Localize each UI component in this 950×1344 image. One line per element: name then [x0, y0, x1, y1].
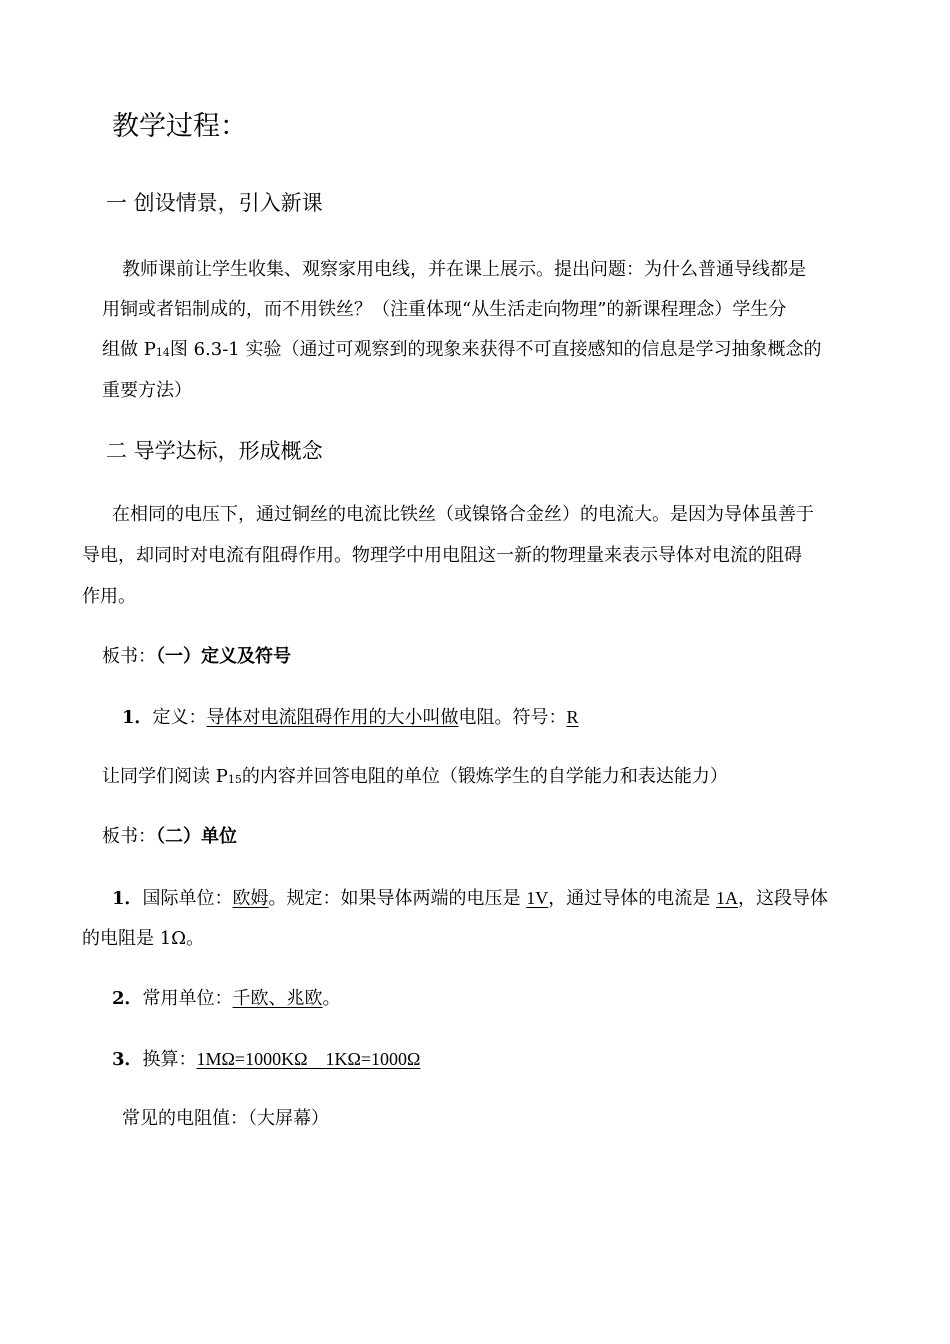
common-values-line: 常见的电阻值：（大屏幕） — [122, 1108, 329, 1129]
text-run: ，这段导体 — [738, 888, 828, 909]
section-heading-2: 二 导学达标，形成概念 — [106, 439, 323, 463]
subscript: 14 — [155, 346, 170, 359]
board-prefix: 板书： — [102, 646, 156, 667]
section-heading-1: 一 创设情景，引入新课 — [106, 191, 323, 215]
paragraph-line: 导电，却同时对电流有阻碍作用。物理学中用电阻这一新的物理量来表示导体对电流的阻碍 — [82, 545, 802, 566]
text-run: 组做 P — [102, 339, 156, 360]
text-run: 让同学们阅读 P — [102, 766, 228, 787]
text-run: 常用单位： — [142, 988, 233, 1009]
common-units: 千欧、兆欧 — [232, 988, 323, 1009]
item-number: 3． — [112, 1049, 143, 1070]
text-run: 。规定：如果导体两端的电压是 — [268, 888, 527, 909]
definition-text: 导体对电流阻碍作用的大小叫做 — [206, 707, 459, 728]
text-run: 电阻。符号： — [458, 707, 567, 728]
paragraph-line: 教师课前让学生收集、观察家用电线，并在课上展示。提出问题：为什么普通导线都是 — [122, 259, 806, 280]
item-number: 2． — [112, 988, 143, 1009]
reading-line — [102, 765, 728, 789]
text-run: 的内容并回答电阻的单位（锻炼学生的自学能力和表达能力） — [241, 766, 728, 787]
text-run: 。 — [322, 988, 341, 1009]
unit-name: 欧姆 — [232, 888, 269, 909]
board-prefix: 板书： — [102, 826, 156, 847]
text-run: ，通过导体的电流是 — [548, 888, 716, 909]
conversion-formula: 1MΩ=1000KΩ 1KΩ=1000Ω — [196, 1049, 421, 1069]
current-value: 1A — [716, 888, 738, 908]
paragraph-line: 用铜或者铝制成的，而不用铁丝？（注重体现“从生活走向物理”的新课程理念）学生分 — [102, 299, 787, 320]
unit-line-1 — [112, 886, 828, 911]
item-number: 1． — [112, 888, 143, 909]
board-label: （一）定义及符号 — [156, 646, 291, 667]
board-note-2 — [102, 825, 237, 849]
paragraph-line: 作用。 — [82, 586, 136, 607]
item-number: 1． — [122, 707, 153, 728]
text-run: 定义： — [152, 707, 207, 728]
symbol-r: R — [566, 707, 579, 727]
unit-line-3 — [112, 1047, 420, 1072]
board-note-1 — [102, 645, 291, 669]
subscript: 15 — [227, 773, 242, 786]
paragraph-line: 在相同的电压下，通过铜丝的电流比铁丝（或镍铬合金丝）的电流大。是因为导体虽善于 — [112, 504, 814, 525]
definition-line — [122, 705, 579, 730]
unit-line-1b: 的电阻是 1Ω。 — [82, 928, 205, 949]
text-run: 换算： — [142, 1049, 197, 1070]
page-title: 教学过程： — [112, 111, 247, 142]
unit-line-2 — [112, 987, 341, 1011]
voltage-value: 1V — [526, 888, 549, 908]
text-run: 国际单位： — [142, 888, 233, 909]
text-run: 图 6.3-1 实验（通过可观察到的现象来获得不可直接感知的信息是学习抽象概念的 — [169, 339, 822, 360]
paragraph-line — [102, 338, 821, 362]
board-label: （二）单位 — [156, 826, 237, 847]
paragraph-line: 重要方法） — [102, 380, 192, 401]
